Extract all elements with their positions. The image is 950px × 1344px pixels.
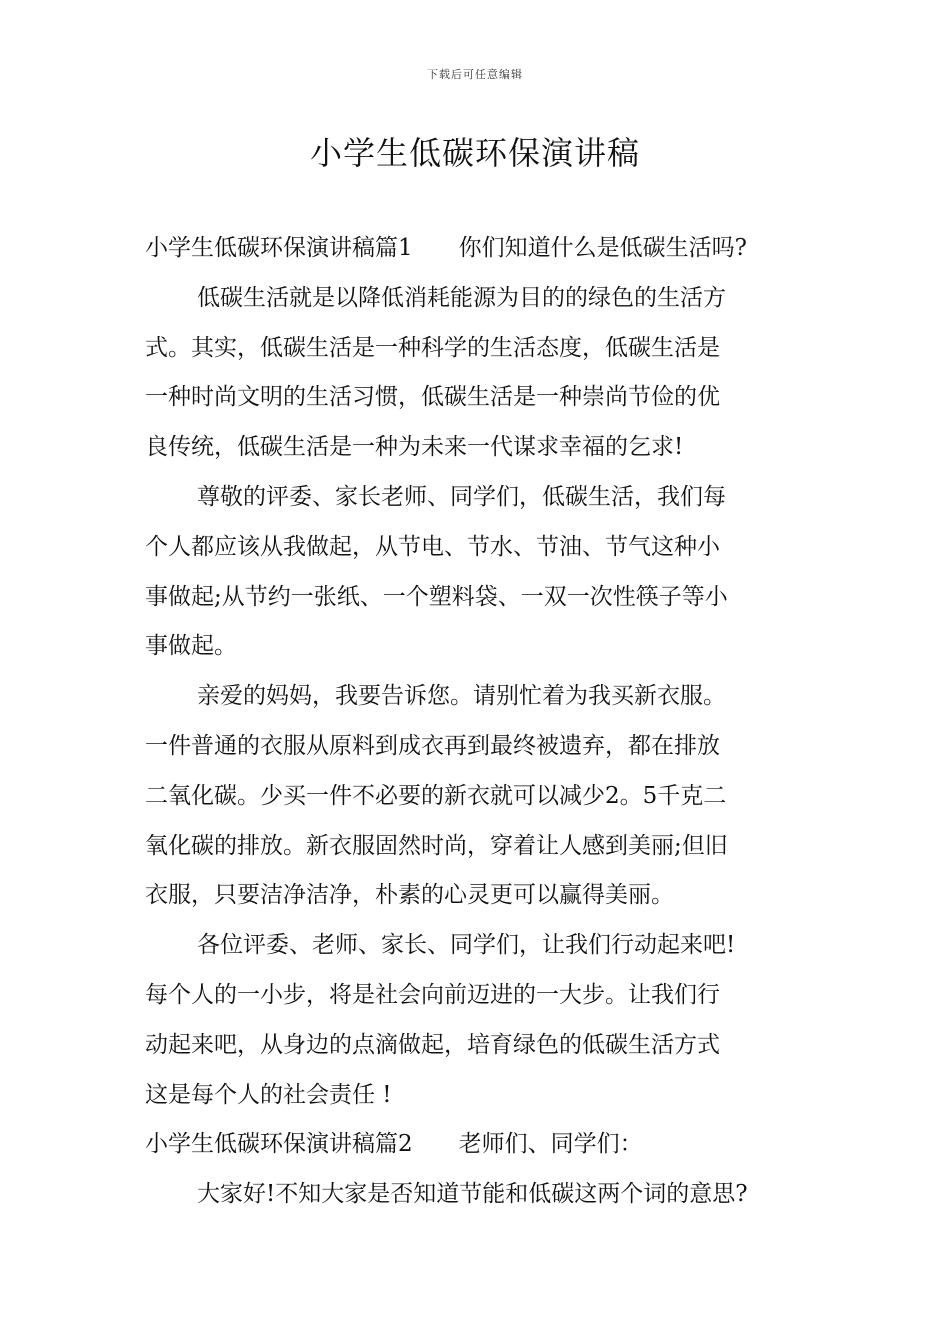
section-heading-line-2 [145, 1120, 825, 1170]
paragraph-line: 这是每个人的社会责任 ! [145, 1081, 392, 1108]
paragraph-line: 大家好!不知大家是否知道节能和低碳这两个词的意思? [197, 1181, 748, 1208]
header-note: 下载后可任意编辑 [427, 68, 523, 81]
section-heading-2: 小学生低碳环保演讲稿篇2 [145, 1131, 413, 1158]
paragraph-line: 事做起。 [145, 633, 237, 660]
document-body [145, 224, 825, 1220]
section-heading-line-1 [145, 224, 825, 274]
paragraph-line: 动起来吧，从身边的点滴做起，培育绿色的低碳生活方式 [145, 1031, 720, 1058]
paragraph-line: 低碳生活就是以降低消耗能源为目的的绿色的生活方 [197, 284, 726, 311]
paragraph-line: 每个人的一小步，将是社会向前迈进的一大步。让我们行 [145, 981, 720, 1008]
paragraph-line: 衣服，只要洁净洁净，朴素的心灵更可以赢得美丽。 [145, 882, 674, 909]
paragraph-line: 一件普通的衣服从原料到成衣再到最终被遗弃，都在排放 [145, 732, 720, 759]
paragraph-line: 良传统，低碳生活是一种为未来一代谋求幸福的乞求! [145, 434, 684, 461]
paragraph-line: 一种时尚文明的生活习惯，低碳生活是一种崇尚节俭的优 [145, 384, 720, 411]
paragraph-line: 尊敬的评委、家长老师、同学们，低碳生活，我们每 [197, 483, 726, 510]
document-title: 小学生低碳环保演讲稿 [309, 134, 640, 172]
paragraph-line: 事做起;从节约一张纸、一个塑料袋、一双一次性筷子等小 [145, 583, 728, 610]
text-segment: 你们知道什么是低碳生活吗? [458, 235, 747, 261]
paragraph-line: 氧化碳的排放。新衣服固然时尚，穿着让人感到美丽;但旧 [145, 832, 728, 859]
paragraph-line: 亲爱的妈妈，我要告诉您。请别忙着为我买新衣服。 [197, 683, 726, 710]
paragraph-line: 各位评委、老师、家长、同学们，让我们行动起来吧! [197, 932, 736, 959]
text-segment: 老师们、同学们： [458, 1131, 643, 1158]
section-heading-1: 小学生低碳环保演讲稿篇1 [145, 235, 413, 261]
paragraph-line: 式。其实，低碳生活是一种科学的生活态度，低碳生活是 [145, 334, 720, 361]
paragraph-line: 个人都应该从我做起，从节电、节水、节油、节气这种小 [145, 533, 720, 560]
paragraph-line: 二氧化碳。少买一件不必要的新衣就可以减少2。5千克二 [145, 782, 727, 809]
